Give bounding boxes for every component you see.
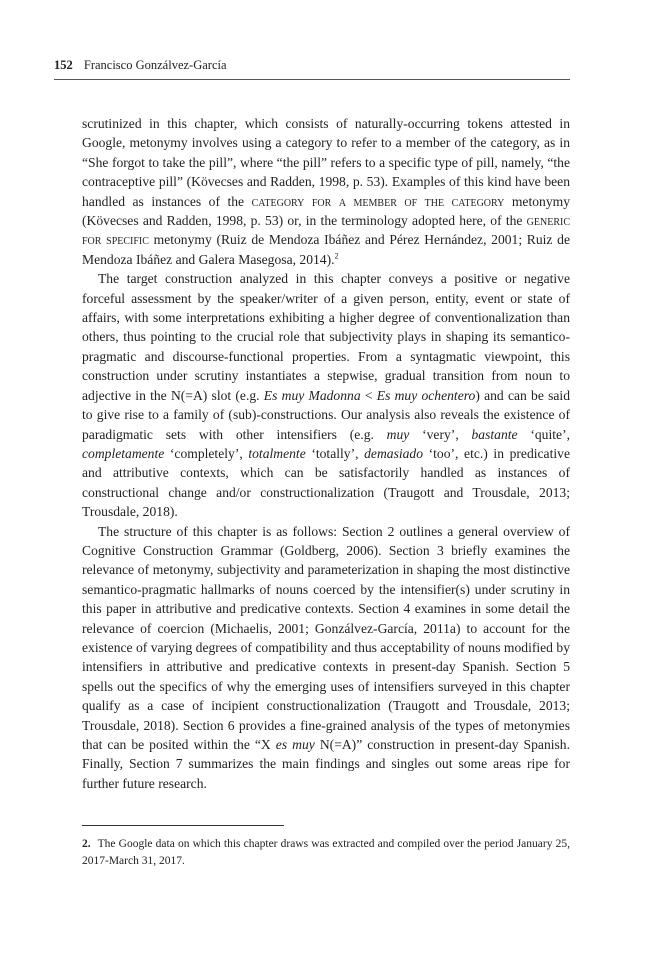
footnote-text: The Google data on which this chapter draws was extracted and compiled over the period January 25, 2017-March 31, 2017. [82,838,571,867]
text-run: < [360,387,377,403]
text-run: muy [386,426,410,442]
footnote-number: 2. [82,838,91,850]
text-run: Es muy Madonna [263,387,361,403]
text-run: Es muy ochentero [376,387,476,403]
text-run: ) and can be said to give rise to a family of (sub)-constructions. Our analysis also reveals the existence of paradigmatic sets with other intensifiers (e.g. [82,387,571,442]
text-run: The structure of this chapter is as follows: Section 2 outlines a general overview of Cognitive Construction Grammar (Goldberg, 2006). Section 3 briefly examines the relevance of metonymy, subjectivity and parameterization in shaping the most distinctive semantico-pragmatic hallmarks of nouns coerced by the intensifier(s) under scrutiny in this paper in attributive and predicative contexts. Section 4 examines in some detail the relevance of coercion (Michaelis, 2001; Gonzálvez-García, 2011a) to account for the existence of varying degrees of compatibility and thus acceptability of nouns modified by intensifiers in attributive and predicative contexts in present-day Spanish. Section 5 spells out the specifics of why the emerging uses of intensifiers surveyed in this chapter qualify as a case of incipient constructionalization (Traugott and Trousdale, 2013; Trousdale, 2018). Section 6 provides a fine-grained analysis of the types of metonymies that can be posited within the “X [82,523,570,752]
text-run: ‘quite’, [517,426,570,442]
text-run: metonymy (Ruiz de Mendoza Ibáñez and Pérez Hernández, 2001; Ruiz de Mendoza Ibáñez and Galera Masegosa, 2014). [82,232,570,267]
text-run: N(=A)” construction in present-day Spanish. Finally, Section 7 summarizes the main findings and singles out some areas ripe for further future research. [82,737,571,791]
paragraph [82,269,570,521]
footnote-rule [82,825,284,826]
text-run: ‘very’, [409,426,472,442]
running-header-author: Francisco Gonzálvez-García [83,58,227,72]
text-run: ‘too’, etc.) in predicative and attributive contexts, which can be satisfactorily handled as instances of constructional change and/or constructionalization (Traugott and Trousdale, 2013; Trousdale, 2018). [82,445,570,520]
text-run: metonymy (Kövecses and Radden, 1998, p. 53) or, in the terminology adopted here, of the [82,193,570,229]
text-run: category for a member of the category [251,193,505,209]
paragraph [82,522,570,794]
text-run: ‘totally’, [305,445,365,461]
text-run: scrutinized in this chapter, which consists of naturally-occurring tokens attested in Google, metonymy involves using a category to refer to a member of the category, as in “She forgot to take the pill”, where “the pill” refers to a specific type of pill, namely, “the contraceptive pill” (Kövecses and Radden, 1998, p. 53). Examples of this kind have been handled as instances of the [82,116,570,209]
text-run: completamente [82,445,165,461]
text-run: generic for specific [82,213,570,248]
body-text [82,114,570,793]
text-run: es muy [275,737,315,752]
text-run: bastante [471,426,518,442]
text-run: ‘completely’, [164,445,249,461]
footnote [82,836,570,870]
paragraph [82,114,570,269]
text-run: The target construction analyzed in this chapter conveys a positive or negative forceful assessment by the speaker/writer of a given person, entity, event or state of affairs, with some interpretations exhibiting a higher degree of conventionalization than others, thus pointing to the crucial role that subjectivity plays in shaping its semantico-pragmatic and discourse-functional properties. From a syntagmatic viewpoint, this construction under scrutiny instantiates a stepwise, gradual transition from noun to adjective in the N(=A) slot (e.g. [82,271,570,403]
text-run: totalmente [248,445,306,461]
running-header [54,58,570,80]
text-run: demasiado [364,445,424,461]
footnote-ref: 2 [334,251,339,261]
page-number: 152 [54,58,73,72]
